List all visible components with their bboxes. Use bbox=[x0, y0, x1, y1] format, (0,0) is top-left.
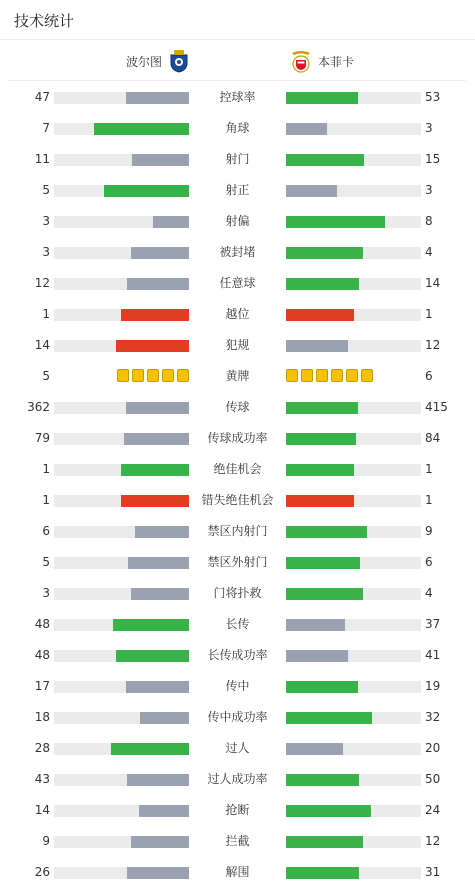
home-value: 1 bbox=[42, 493, 50, 507]
home-bar-fill bbox=[116, 340, 189, 352]
home-value: 6 bbox=[42, 524, 50, 538]
benfica-crest-icon bbox=[290, 49, 312, 73]
stat-label: 禁区内射门 bbox=[207, 524, 268, 538]
stat-label: 抢断 bbox=[225, 803, 250, 817]
home-value: 1 bbox=[42, 307, 50, 321]
away-value: 20 bbox=[425, 741, 441, 755]
away-bar-track bbox=[286, 92, 421, 104]
home-bar-fill bbox=[94, 123, 189, 135]
yellow-card-icon bbox=[331, 369, 343, 382]
stat-label: 任意球 bbox=[219, 276, 256, 290]
away-bar-fill bbox=[286, 836, 363, 848]
away-bar-track bbox=[286, 402, 421, 414]
home-bar-track bbox=[54, 278, 189, 290]
away-bar-track bbox=[286, 464, 421, 476]
away-value: 37 bbox=[425, 617, 441, 631]
stat-row bbox=[0, 335, 475, 355]
away-bar-track bbox=[286, 309, 421, 321]
away-bar-track bbox=[286, 433, 421, 445]
home-value: 7 bbox=[42, 121, 50, 135]
home-bar-fill bbox=[140, 712, 189, 724]
home-value: 17 bbox=[34, 679, 50, 693]
home-value: 5 bbox=[42, 183, 50, 197]
yellow-card-icon bbox=[162, 369, 174, 382]
away-bar-fill bbox=[286, 743, 343, 755]
home-bar-fill bbox=[126, 681, 189, 693]
away-bar-fill bbox=[286, 867, 359, 879]
away-bar-fill bbox=[286, 402, 358, 414]
home-bar-fill bbox=[104, 185, 189, 197]
home-value: 11 bbox=[34, 152, 50, 166]
stat-row bbox=[0, 366, 475, 386]
away-bar-track bbox=[286, 712, 421, 724]
stat-row bbox=[0, 180, 475, 200]
away-bar-fill bbox=[286, 805, 371, 817]
home-bar-fill bbox=[127, 774, 189, 786]
yellow-card-icon bbox=[316, 369, 328, 382]
away-value: 41 bbox=[425, 648, 441, 662]
yellow-card-icon bbox=[286, 369, 298, 382]
home-value: 9 bbox=[42, 834, 50, 848]
stat-row bbox=[0, 149, 475, 169]
home-bar-fill bbox=[153, 216, 189, 228]
away-bar-track bbox=[286, 805, 421, 817]
home-bar-track bbox=[54, 433, 189, 445]
away-value: 3 bbox=[425, 121, 433, 135]
away-value: 53 bbox=[425, 90, 441, 104]
home-yellow-cards bbox=[117, 369, 189, 383]
home-bar-track bbox=[54, 340, 189, 352]
home-value: 28 bbox=[34, 741, 50, 755]
stat-label: 绝佳机会 bbox=[213, 462, 262, 476]
stat-label: 传中 bbox=[225, 679, 250, 693]
away-bar-fill bbox=[286, 216, 385, 228]
home-value: 3 bbox=[42, 586, 50, 600]
home-team-name: 波尔图 bbox=[126, 54, 163, 69]
away-bar-track bbox=[286, 557, 421, 569]
stat-row bbox=[0, 645, 475, 665]
away-value: 4 bbox=[425, 586, 433, 600]
away-bar-track bbox=[286, 247, 421, 259]
stat-label: 传球 bbox=[225, 400, 250, 414]
away-bar-fill bbox=[286, 712, 372, 724]
home-bar-fill bbox=[124, 433, 189, 445]
stat-label: 拦截 bbox=[225, 834, 250, 848]
home-bar-fill bbox=[121, 464, 189, 476]
away-bar-fill bbox=[286, 774, 359, 786]
home-bar-track bbox=[54, 495, 189, 507]
stat-row bbox=[0, 211, 475, 231]
stat-row bbox=[0, 242, 475, 262]
away-bar-fill bbox=[286, 588, 363, 600]
home-bar-track bbox=[54, 92, 189, 104]
away-value: 1 bbox=[425, 307, 433, 321]
away-bar-track bbox=[286, 681, 421, 693]
stat-row bbox=[0, 490, 475, 510]
home-value: 14 bbox=[34, 803, 50, 817]
away-bar-fill bbox=[286, 495, 354, 507]
home-bar-track bbox=[54, 774, 189, 786]
stat-label: 越位 bbox=[225, 307, 250, 321]
home-bar-track bbox=[54, 123, 189, 135]
home-bar-track bbox=[54, 526, 189, 538]
away-bar-track bbox=[286, 867, 421, 879]
home-value: 362 bbox=[27, 400, 50, 414]
yellow-card-icon bbox=[346, 369, 358, 382]
away-bar-track bbox=[286, 526, 421, 538]
away-value: 50 bbox=[425, 772, 441, 786]
home-bar-track bbox=[54, 216, 189, 228]
home-bar-track bbox=[54, 650, 189, 662]
home-value: 26 bbox=[34, 865, 50, 879]
home-bar-fill bbox=[116, 650, 189, 662]
away-bar-track bbox=[286, 340, 421, 352]
home-value: 47 bbox=[34, 90, 50, 104]
home-bar-track bbox=[54, 247, 189, 259]
home-value: 48 bbox=[34, 648, 50, 662]
home-bar-track bbox=[54, 557, 189, 569]
stat-label: 禁区外射门 bbox=[207, 555, 268, 569]
yellow-card-icon bbox=[117, 369, 129, 382]
stat-row bbox=[0, 521, 475, 541]
stat-row bbox=[0, 397, 475, 417]
home-bar-fill bbox=[131, 836, 189, 848]
yellow-card-icon bbox=[301, 369, 313, 382]
home-bar-track bbox=[54, 836, 189, 848]
home-team[interactable] bbox=[126, 49, 190, 73]
home-bar-fill bbox=[121, 495, 189, 507]
yellow-card-icon bbox=[177, 369, 189, 382]
away-bar-track bbox=[286, 185, 421, 197]
away-value: 6 bbox=[425, 369, 433, 383]
away-bar-fill bbox=[286, 681, 358, 693]
away-bar-track bbox=[286, 650, 421, 662]
stat-label: 黄牌 bbox=[225, 369, 250, 383]
away-team-name: 本菲卡 bbox=[318, 54, 355, 69]
away-team[interactable] bbox=[290, 49, 354, 73]
stat-label: 过人 bbox=[225, 741, 250, 755]
stat-row bbox=[0, 800, 475, 820]
stat-label: 犯规 bbox=[225, 338, 250, 352]
away-bar-fill bbox=[286, 650, 348, 662]
stat-label: 长传成功率 bbox=[207, 648, 268, 662]
away-bar-fill bbox=[286, 278, 359, 290]
away-value: 415 bbox=[425, 400, 448, 414]
yellow-card-icon bbox=[361, 369, 373, 382]
away-bar-fill bbox=[286, 123, 327, 135]
stat-row bbox=[0, 738, 475, 758]
away-bar-track bbox=[286, 495, 421, 507]
home-bar-track bbox=[54, 867, 189, 879]
away-value: 3 bbox=[425, 183, 433, 197]
stat-row bbox=[0, 304, 475, 324]
away-bar-track bbox=[286, 278, 421, 290]
home-value: 79 bbox=[34, 431, 50, 445]
away-value: 12 bbox=[425, 338, 441, 352]
away-bar-fill bbox=[286, 154, 364, 166]
home-value: 5 bbox=[42, 555, 50, 569]
away-bar-track bbox=[286, 154, 421, 166]
away-bar-fill bbox=[286, 433, 356, 445]
home-bar-track bbox=[54, 309, 189, 321]
away-value: 12 bbox=[425, 834, 441, 848]
away-value: 15 bbox=[425, 152, 441, 166]
away-value: 9 bbox=[425, 524, 433, 538]
home-value: 14 bbox=[34, 338, 50, 352]
home-value: 3 bbox=[42, 214, 50, 228]
stat-label: 解围 bbox=[225, 865, 250, 879]
home-bar-fill bbox=[126, 92, 189, 104]
away-bar-fill bbox=[286, 92, 358, 104]
away-value: 1 bbox=[425, 493, 433, 507]
stat-row bbox=[0, 831, 475, 851]
home-bar-fill bbox=[139, 805, 189, 817]
home-bar-track bbox=[54, 712, 189, 724]
away-bar-fill bbox=[286, 526, 367, 538]
home-bar-track bbox=[54, 154, 189, 166]
home-value: 3 bbox=[42, 245, 50, 259]
stat-label: 错失绝佳机会 bbox=[201, 493, 274, 507]
away-bar-fill bbox=[286, 557, 360, 569]
stat-label: 射正 bbox=[225, 183, 250, 197]
home-value: 1 bbox=[42, 462, 50, 476]
away-value: 1 bbox=[425, 462, 433, 476]
away-bar-track bbox=[286, 774, 421, 786]
teams-header bbox=[8, 41, 466, 81]
home-bar-track bbox=[54, 402, 189, 414]
away-bar-track bbox=[286, 123, 421, 135]
away-value: 8 bbox=[425, 214, 433, 228]
stat-label: 射偏 bbox=[225, 214, 250, 228]
stat-row bbox=[0, 87, 475, 107]
stat-label: 角球 bbox=[225, 121, 250, 135]
stat-row bbox=[0, 428, 475, 448]
home-bar-track bbox=[54, 185, 189, 197]
yellow-card-icon bbox=[132, 369, 144, 382]
stat-row bbox=[0, 707, 475, 727]
away-value: 32 bbox=[425, 710, 441, 724]
home-value: 43 bbox=[34, 772, 50, 786]
home-bar-fill bbox=[132, 154, 189, 166]
home-bar-fill bbox=[111, 743, 189, 755]
away-value: 14 bbox=[425, 276, 441, 290]
home-bar-fill bbox=[128, 557, 189, 569]
home-bar-fill bbox=[126, 402, 189, 414]
stat-row bbox=[0, 552, 475, 572]
stat-row bbox=[0, 862, 475, 882]
away-bar-track bbox=[286, 743, 421, 755]
away-bar-fill bbox=[286, 340, 348, 352]
away-value: 84 bbox=[425, 431, 441, 445]
home-value: 18 bbox=[34, 710, 50, 724]
stat-label: 被封堵 bbox=[219, 245, 256, 259]
stat-row bbox=[0, 118, 475, 138]
away-value: 24 bbox=[425, 803, 441, 817]
home-bar-track bbox=[54, 805, 189, 817]
home-bar-track bbox=[54, 588, 189, 600]
page-title: 技术统计 bbox=[14, 12, 75, 30]
away-value: 19 bbox=[425, 679, 441, 693]
title-bar bbox=[0, 0, 475, 40]
stat-row bbox=[0, 459, 475, 479]
away-bar-track bbox=[286, 836, 421, 848]
away-bar-track bbox=[286, 619, 421, 631]
home-bar-fill bbox=[127, 867, 189, 879]
yellow-card-icon bbox=[147, 369, 159, 382]
away-bar-fill bbox=[286, 185, 337, 197]
away-yellow-cards bbox=[286, 369, 373, 383]
porto-crest-icon bbox=[168, 49, 190, 73]
stat-row bbox=[0, 676, 475, 696]
stat-label: 传中成功率 bbox=[207, 710, 268, 724]
away-bar-track bbox=[286, 588, 421, 600]
home-bar-fill bbox=[113, 619, 189, 631]
stat-label: 门将扑救 bbox=[213, 586, 262, 600]
away-bar-fill bbox=[286, 247, 363, 259]
away-value: 4 bbox=[425, 245, 433, 259]
home-bar-fill bbox=[131, 588, 189, 600]
stat-label: 传球成功率 bbox=[207, 431, 268, 445]
stat-label: 过人成功率 bbox=[207, 772, 268, 786]
home-bar-track bbox=[54, 464, 189, 476]
away-bar-fill bbox=[286, 309, 354, 321]
stat-label: 控球率 bbox=[219, 90, 256, 104]
stat-row bbox=[0, 583, 475, 603]
stat-label: 射门 bbox=[225, 152, 250, 166]
away-value: 31 bbox=[425, 865, 441, 879]
home-bar-fill bbox=[127, 278, 189, 290]
away-bar-fill bbox=[286, 464, 354, 476]
home-bar-fill bbox=[121, 309, 189, 321]
stat-row bbox=[0, 769, 475, 789]
stat-row bbox=[0, 614, 475, 634]
home-value: 48 bbox=[34, 617, 50, 631]
away-bar-fill bbox=[286, 619, 345, 631]
home-bar-track bbox=[54, 681, 189, 693]
away-value: 6 bbox=[425, 555, 433, 569]
home-bar-fill bbox=[135, 526, 189, 538]
home-bar-track bbox=[54, 743, 189, 755]
home-bar-track bbox=[54, 619, 189, 631]
stat-row bbox=[0, 273, 475, 293]
home-value: 5 bbox=[42, 369, 50, 383]
stat-label: 长传 bbox=[225, 617, 250, 631]
home-bar-fill bbox=[131, 247, 189, 259]
home-value: 12 bbox=[34, 276, 50, 290]
away-bar-track bbox=[286, 216, 421, 228]
